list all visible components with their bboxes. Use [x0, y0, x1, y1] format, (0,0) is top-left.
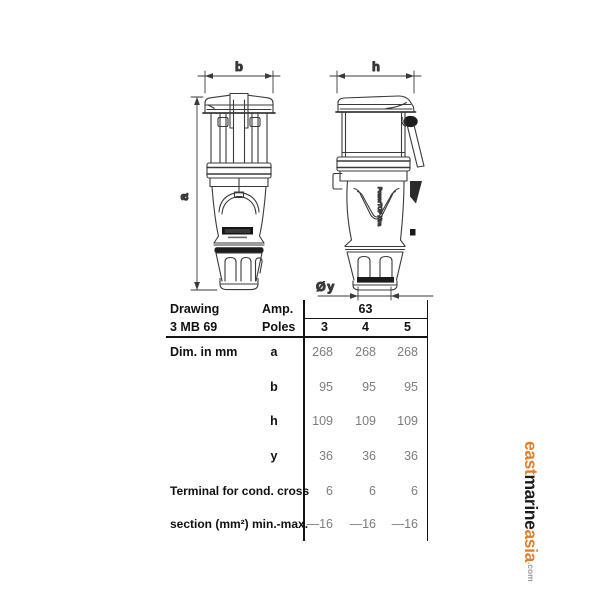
- dim-h-label: h: [372, 59, 380, 74]
- cell-value: 95: [362, 380, 376, 394]
- cell-value: 268: [397, 345, 418, 359]
- row-dim: a: [270, 345, 278, 359]
- cell-value: 36: [404, 449, 418, 463]
- dimension-b: [198, 59, 280, 93]
- poles-label: Poles: [262, 320, 296, 334]
- dim-b-label: b: [235, 59, 243, 74]
- cell-value: 109: [312, 414, 333, 428]
- cell-value: 6: [326, 484, 333, 498]
- pole-count: 4: [362, 320, 369, 334]
- cell-value: —16: [306, 517, 333, 531]
- cell-value: 95: [404, 380, 418, 394]
- table-rule-under-header: [166, 336, 428, 338]
- row-dim: h: [270, 414, 278, 428]
- cell-value: 109: [355, 414, 376, 428]
- drawing-number: 3 MB 69: [170, 320, 218, 334]
- watermark-com: .com: [526, 561, 536, 582]
- cell-value: 268: [312, 345, 333, 359]
- cell-value: —16: [349, 517, 376, 531]
- cell-value: 36: [319, 449, 333, 463]
- cell-value: —16: [391, 517, 418, 531]
- eastmarineasia-watermark: [519, 441, 543, 582]
- dim-a-label: a: [176, 193, 191, 201]
- row-label: section (mm²) min.-max.: [170, 517, 309, 531]
- dim-y-label: Øy: [316, 280, 336, 294]
- amp-label: Amp.: [262, 302, 294, 316]
- row-dim: y: [270, 449, 278, 463]
- row-dim: b: [270, 380, 278, 394]
- cell-value: 36: [362, 449, 376, 463]
- pole-count: 3: [321, 320, 328, 334]
- row-label: Dim. in mm: [170, 345, 238, 359]
- front-view: [203, 94, 275, 290]
- cell-value: 6: [411, 484, 418, 498]
- watermark-marine: marine: [521, 474, 541, 530]
- cell-value: 95: [319, 380, 333, 394]
- side-view: [333, 96, 424, 290]
- cell-value: 268: [355, 345, 376, 359]
- amp-value: 63: [358, 302, 373, 316]
- watermark-asia: asia: [521, 529, 541, 562]
- brand-label: MENNEKES: [225, 228, 250, 234]
- dimension-h: [330, 59, 421, 93]
- pole-count: 5: [404, 320, 411, 334]
- cell-value: 109: [397, 414, 418, 428]
- row-label: Terminal for cond. cross: [170, 484, 310, 498]
- product-label: PowerTOP Xtra: [376, 187, 382, 227]
- drawing-label: Drawing: [170, 302, 220, 316]
- watermark-east: east: [521, 441, 541, 475]
- cell-value: 6: [369, 484, 376, 498]
